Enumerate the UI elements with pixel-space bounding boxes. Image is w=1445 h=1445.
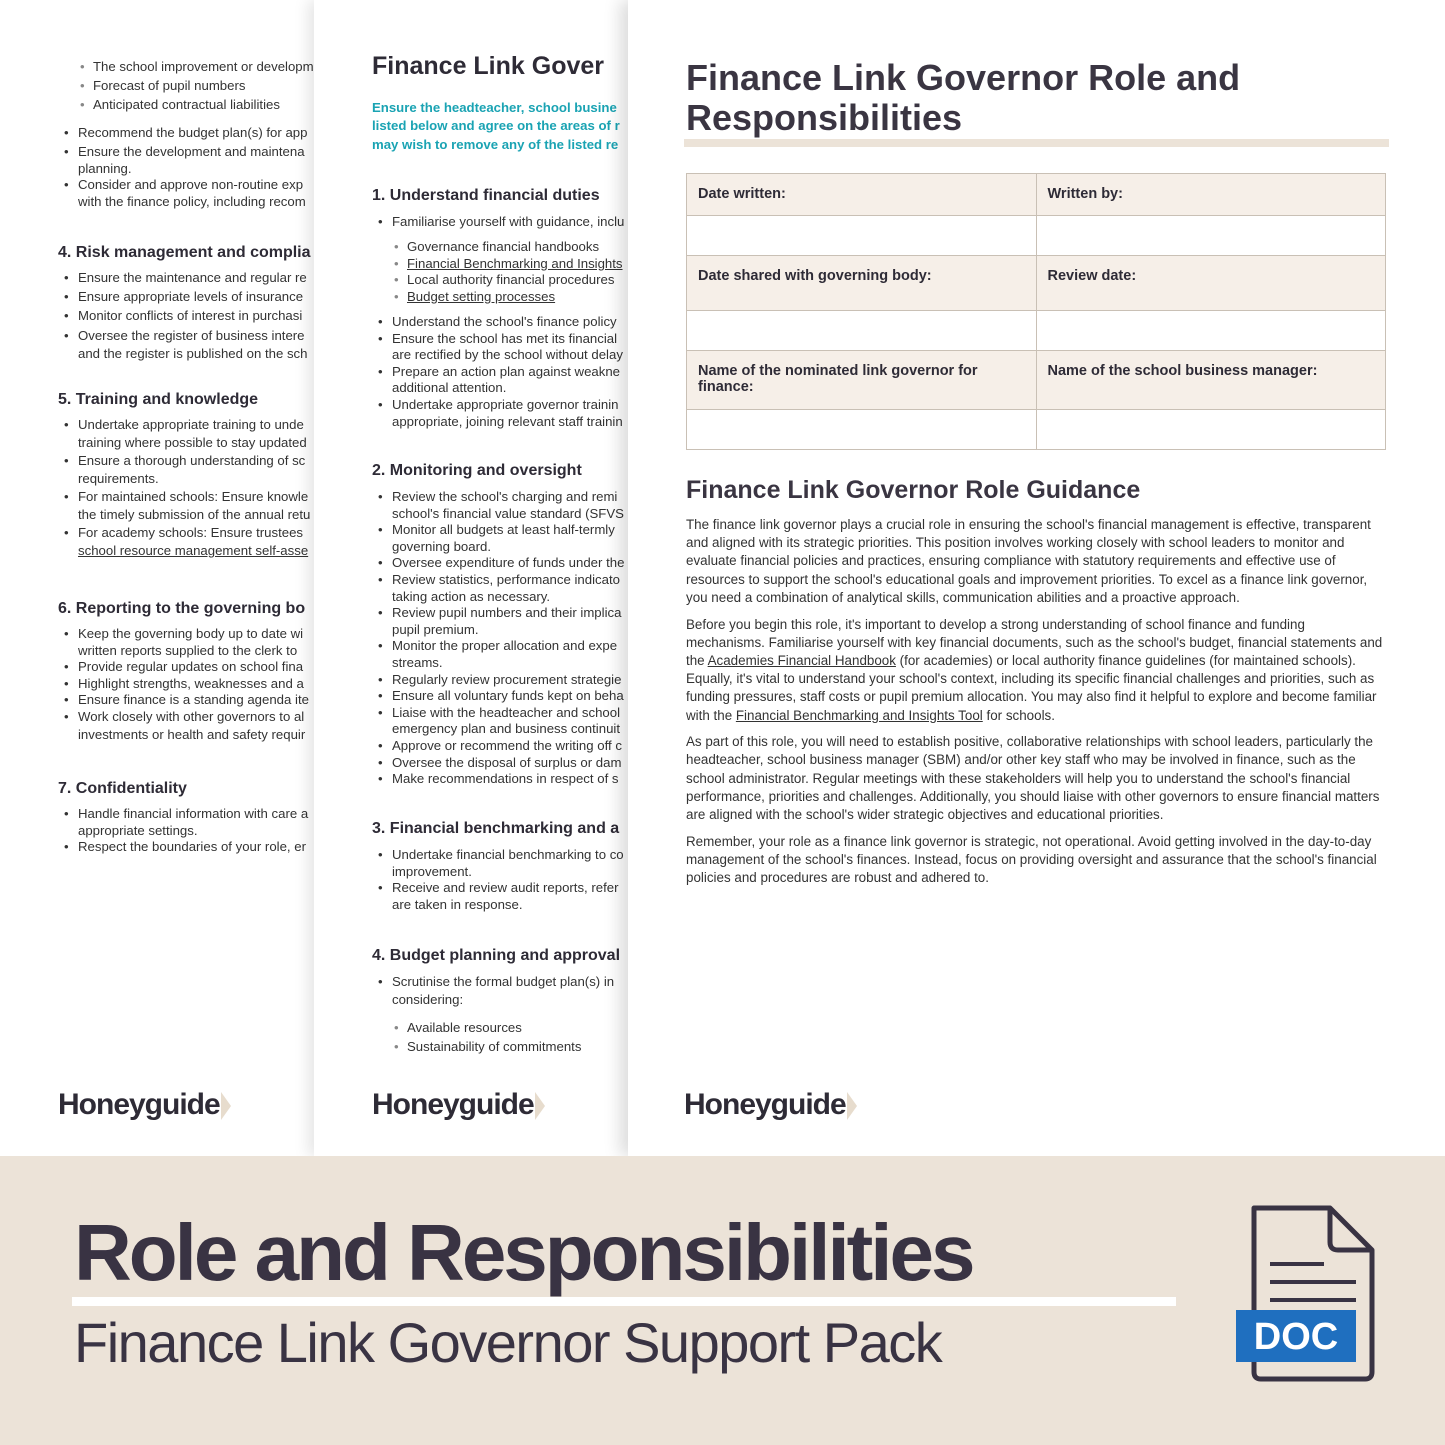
list-item: • Liaise with the headteacher and school xyxy=(372,705,624,722)
guidance-paragraph: The finance link governor plays a crucial role in ensuring the school's financial management is effective, transparent and aligned with its strategic priorities. This position involves working closely with school leaders to monitor and evaluate financial policies and practices, ensuring compliance with statutory requirements and effective use of resources to support the school's educational goals and improvement priorities. To excel as a finance link governor, you need a combination of analytical skills, communication abilities and a proactive approach. xyxy=(686,517,1371,605)
financial-duties-list xyxy=(372,314,623,430)
list-item: • Ensure all voluntary funds kept on beha xyxy=(372,688,624,705)
list-item-cont: are rectified by the school without delay xyxy=(392,347,623,363)
reporting-list xyxy=(58,626,309,744)
banner-subtitle: Finance Link Governor Support Pack xyxy=(74,1311,942,1374)
list-item: • Ensure appropriate levels of insurance xyxy=(58,289,307,306)
list-item: • Scrutinise the formal budget plan(s) in xyxy=(372,973,614,991)
sbm-name-label: Name of the school business manager: xyxy=(1036,351,1386,410)
list-item: • Review pupil numbers and their implica xyxy=(372,605,624,622)
list-item: • Review the school's charging and remi xyxy=(372,489,624,506)
list-item: • Highlight strengths, weaknesses and a xyxy=(58,676,309,693)
list-item-cont: the timely submission of the annual retu xyxy=(78,506,311,522)
budget-considerations-list xyxy=(58,59,314,114)
section-heading: 3. Financial benchmarking and a xyxy=(372,820,620,837)
list-item: • Review statistics, performance indicato xyxy=(372,572,624,589)
list-item-cont: taking action as necessary. xyxy=(392,588,551,604)
section-heading: 5. Training and knowledge xyxy=(58,391,259,408)
honeyguide-logo: Honeyguide xyxy=(372,1088,545,1122)
list-item: • Ensure finance is a standing agenda ite xyxy=(58,692,309,709)
list-item-cont: governing board. xyxy=(392,538,491,554)
list-item: • Monitor all budgets at least half-termly xyxy=(372,522,624,539)
list-item: • Respect the boundaries of your role, er xyxy=(58,839,308,856)
intro-note: Ensure the headteacher, school busine listed below and agree on the areas of r may wish to remove any of the listed re xyxy=(372,100,620,152)
budget-setting-link[interactable]: Budget setting processes xyxy=(407,288,556,304)
list-item-cont: requirements. xyxy=(78,470,159,486)
list-item: • For academy schools: Ensure trustees xyxy=(58,525,310,542)
confidentiality-list xyxy=(58,806,308,856)
guidance-body xyxy=(686,516,1386,896)
date-written-field[interactable] xyxy=(687,216,1037,256)
sbm-name-field[interactable] xyxy=(1036,410,1386,450)
list-item-cont: emergency plan and business continuit xyxy=(392,721,620,737)
list-item: • Governance financial handbooks xyxy=(372,239,623,256)
list-item-cont: planning. xyxy=(78,160,132,176)
list-item: • For maintained schools: Ensure knowle xyxy=(58,489,310,506)
list-item-cont: pupil premium. xyxy=(392,621,479,637)
list-item-cont: streams. xyxy=(392,654,443,670)
date-written-label: Date written: xyxy=(687,174,1037,216)
list-item: • Provide regular updates on school fina xyxy=(58,659,309,676)
monitoring-list xyxy=(372,489,624,788)
list-item-cont: investments or health and safety requir xyxy=(78,726,306,742)
list-item-cont: training where possible to stay updated xyxy=(78,434,307,450)
list-item-cont: appropriate settings. xyxy=(78,822,198,838)
list-item: • Ensure the development and maintena xyxy=(58,144,307,161)
document-info-table xyxy=(686,173,1386,450)
banner-title: Role and Responsibilities xyxy=(74,1208,973,1297)
list-item: • Handle financial information with care a xyxy=(58,806,308,823)
doc-file-icon xyxy=(1236,1204,1378,1384)
review-date-field[interactable] xyxy=(1036,311,1386,351)
guidance-paragraph: As part of this role, you will need to establish positive, collaborative relationships with school leaders, particularly the headteacher, school business manager (SBM) and/or other key staff who may be involved in finance, such as the school administrator. Regular meetings with these stakeholders will help you to understand the school's financial performance, priorities and challenges. Additionally, you should liaise with other governors to ensure financial matters are aligned with the school's wider strategic objectives and educational priorities. xyxy=(686,734,1380,823)
list-item: • The school improvement or developm xyxy=(58,59,314,76)
risk-management-list xyxy=(58,270,307,362)
product-banner xyxy=(0,1156,1445,1445)
list-item: • Undertake appropriate governor trainin xyxy=(372,397,623,414)
page-title: Finance Link Governor Role and Responsibilities xyxy=(686,57,1241,138)
list-item: • Oversee expenditure of funds under the xyxy=(372,555,624,572)
list-item-cont: additional attention. xyxy=(392,380,507,396)
doc-label: DOC xyxy=(1253,1316,1339,1358)
academies-handbook-link[interactable]: Academies Financial Handbook xyxy=(707,652,896,668)
list-item: • Ensure the school has met its financial xyxy=(372,331,623,348)
budget-planning-sublist xyxy=(372,1018,581,1056)
list-item: • Sustainability of commitments xyxy=(372,1037,581,1056)
section-heading: 4. Risk management and complia xyxy=(58,244,311,261)
list-item-cont: written reports supplied to the clerk to xyxy=(78,642,298,658)
list-item-cont: school's financial value standard (SFVS xyxy=(392,505,624,521)
list-item: • Undertake financial benchmarking to co xyxy=(372,847,624,864)
financial-duties-lead xyxy=(372,214,624,231)
written-by-label: Written by: xyxy=(1036,174,1386,216)
list-item-cont: are taken in response. xyxy=(392,896,523,912)
list-item-cont xyxy=(58,543,310,560)
section-heading: 6. Reporting to the governing bo xyxy=(58,600,306,617)
budget-planning-lead xyxy=(372,973,614,1009)
section-heading: 2. Monitoring and oversight xyxy=(372,462,582,479)
list-item xyxy=(372,289,623,306)
list-item: • Receive and review audit reports, refer xyxy=(372,880,624,897)
list-item-cont: improvement. xyxy=(392,863,472,879)
list-item: • Regularly review procurement strategie xyxy=(372,672,624,689)
list-item: • Make recommendations in respect of s xyxy=(372,771,624,788)
list-item: • Available resources xyxy=(372,1018,581,1037)
guidance-heading: Finance Link Governor Role Guidance xyxy=(686,476,1141,504)
list-item: • Local authority financial procedures xyxy=(372,272,623,289)
document-page-1 xyxy=(0,0,316,1156)
document-page-3 xyxy=(628,0,1445,1156)
list-item: • Recommend the budget plan(s) for app xyxy=(58,125,307,142)
list-item: • Monitor conflicts of interest in purchasi xyxy=(58,308,307,325)
list-item: • Keep the governing body up to date wi xyxy=(58,626,309,643)
list-item: • Forecast of pupil numbers xyxy=(58,78,314,95)
list-item: • Anticipated contractual liabilities xyxy=(58,97,314,114)
title-underline xyxy=(684,139,1389,147)
list-item: • Prepare an action plan against weakne xyxy=(372,364,623,381)
page-title: Finance Link Gover xyxy=(372,52,605,80)
nominated-governor-label: Name of the nominated link governor for finance: xyxy=(687,351,1037,410)
list-item: • Monitor the proper allocation and expe xyxy=(372,638,624,655)
benchmarking-tool-link[interactable]: Financial Benchmarking and Insights Tool xyxy=(735,707,983,723)
guidance-paragraph: Remember, your role as a finance link governor is strategic, not operational. Avoid getting involved in the day-to-day management of the school's finances. Instead, focus on providing oversight and assurance that the school's financial policies and procedures are robust and adhered to. xyxy=(686,833,1377,886)
list-item-cont: considering: xyxy=(392,992,464,1007)
list-item: • Oversee the register of business intere xyxy=(58,328,307,345)
section-heading: 7. Confidentiality xyxy=(58,780,187,797)
list-item-cont: appropriate, joining relevant staff trainin xyxy=(392,413,623,429)
written-by-field[interactable] xyxy=(1036,216,1386,256)
resource-management-link[interactable]: school resource management self-asse xyxy=(78,542,309,558)
guidance-sublist xyxy=(372,239,623,305)
list-item: • Approve or recommend the writing off c xyxy=(372,738,624,755)
honeyguide-logo: Honeyguide xyxy=(684,1088,857,1122)
benchmarking-list xyxy=(372,847,624,913)
review-date-label: Review date: xyxy=(1036,256,1386,311)
benchmarking-link[interactable]: Financial Benchmarking and Insights xyxy=(407,255,623,271)
list-item: • Ensure the maintenance and regular re xyxy=(58,270,307,287)
section-heading: 1. Understand financial duties xyxy=(372,187,600,204)
guidance-paragraph: Before you begin this role, it's important to develop a strong understanding of school finance and funding mechanisms. Familiarise yourself with key financial documents, such as the school's budget, financial statements and the Academies Financial Handbook (for academies) or local authority finance guidelines (for maintained schools). Equally, it's vital to understand your school's context, including its specific financial challenges and priorities, such as funding pressures, staff costs or pupil premium allocation. You may also find it helpful to explore and become familiar with the Financial Benchmarking and Insights Tool for schools. xyxy=(686,616,1383,723)
section-heading: 4. Budget planning and approval xyxy=(372,947,621,964)
list-item: • Ensure a thorough understanding of sc xyxy=(58,453,310,470)
honeyguide-logo: Honeyguide xyxy=(58,1088,231,1122)
list-item: • Work closely with other governors to al xyxy=(58,709,309,726)
nominated-governor-field[interactable] xyxy=(687,410,1037,450)
date-shared-field[interactable] xyxy=(687,311,1037,351)
list-item: • Familiarise yourself with guidance, inclu xyxy=(372,214,624,231)
training-list xyxy=(58,417,310,559)
list-item: • Undertake appropriate training to unde xyxy=(58,417,310,434)
list-item: • Understand the school's finance policy xyxy=(372,314,623,331)
budget-items-list xyxy=(58,125,307,210)
document-page-2 xyxy=(314,0,630,1156)
list-item xyxy=(372,256,623,273)
list-item-cont: and the register is published on the sch xyxy=(78,345,308,361)
list-item-cont: with the finance policy, including recom xyxy=(78,193,306,209)
list-item: • Consider and approve non-routine exp xyxy=(58,177,307,194)
banner-divider xyxy=(72,1297,1176,1306)
date-shared-label: Date shared with governing body: xyxy=(687,256,1037,311)
list-item: • Oversee the disposal of surplus or dam xyxy=(372,755,624,772)
